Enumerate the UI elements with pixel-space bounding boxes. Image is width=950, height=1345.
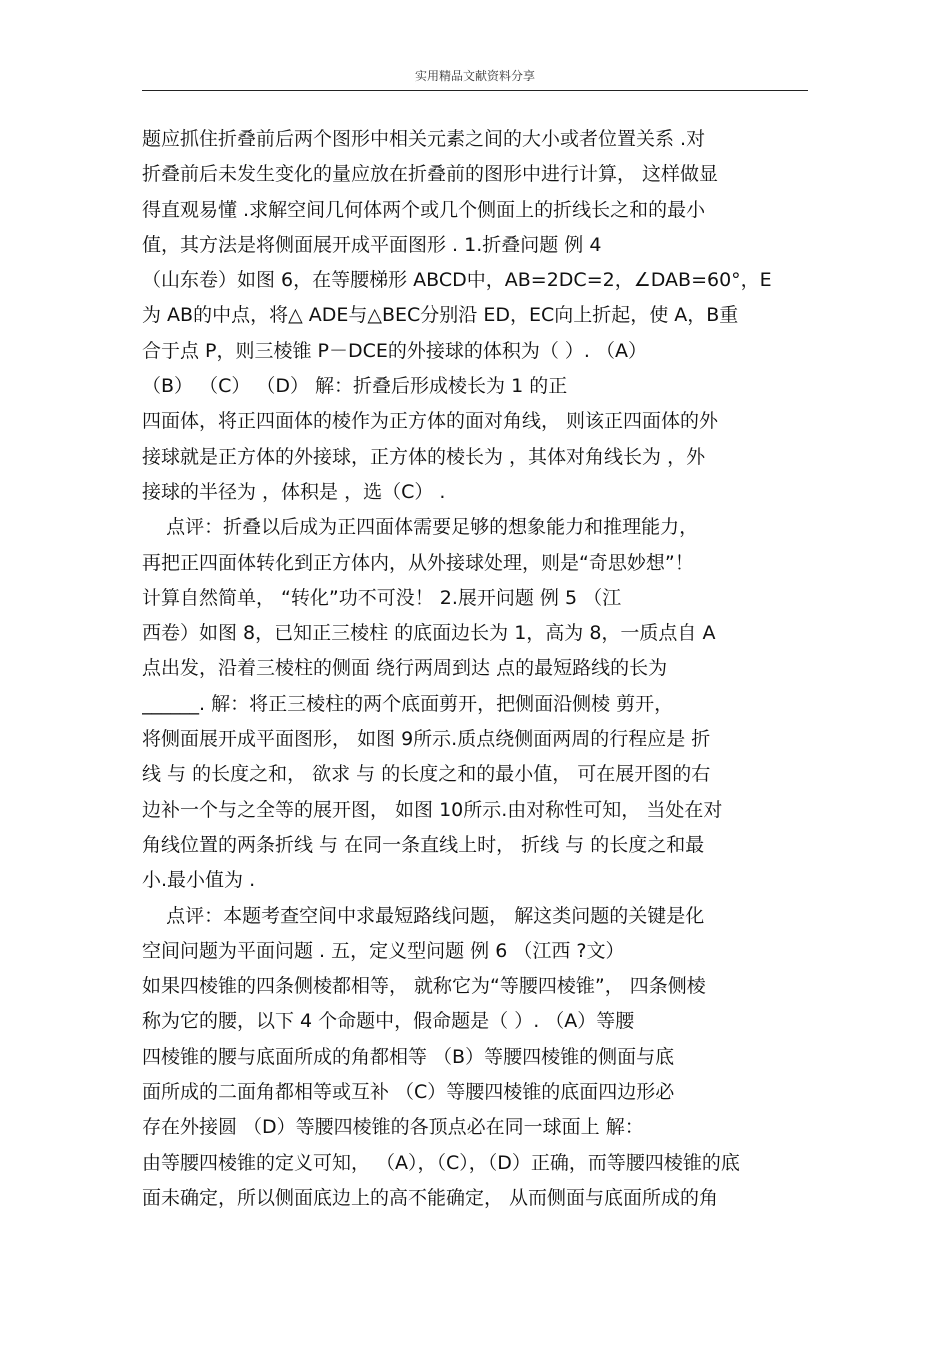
text-line: 西卷）如图 8，已知正三棱柱 的底面边长为 1，高为 8，一质点自 A [142,622,716,645]
text-line: 存在外接圆 （D）等腰四棱锥的各顶点必在同一球面上 解： [142,1116,644,1139]
text-line: 值，其方法是将侧面展开成平面图形 . 1.折叠问题 例 4 [142,233,602,256]
text-line: 合于点 P，则三棱锥 P－DCE的外接球的体积为（ ）. （A） [142,339,648,362]
text-line: 由等腰四棱锥的定义可知， （A），（C），（D）正确，而等腰四棱锥的底 [142,1151,740,1174]
text-line: 题应抓住折叠前后两个图形中相关元素之间的大小或者位置关系 .对 [142,128,706,150]
text-line: 边补一个与之全等的展开图， 如图 10所示.由对称性可知， 当处在对 [142,798,723,821]
text-line: 计算自然简单， “转化”功不可没！ 2.展开问题 例 5 （江 [142,586,622,609]
text-line: 如果四棱锥的四条侧棱都相等， 就称它为“等腰四棱锥”， 四条侧棱 [142,975,706,998]
text-line: 点评：本题考查空间中求最短路线问题， 解这类问题的关键是化 [142,904,705,927]
text-line: 将侧面展开成平面图形， 如图 9所示.质点绕侧面两周的行程应是 折 [142,728,711,751]
header-divider [142,90,808,91]
text-line: 称为它的腰，以下 4 个命题中，假命题是（ ）. （A）等腰 [142,1010,635,1033]
text-line: （山东卷）如图 6，在等腰梯形 ABCD中，AB=2DC=2，∠DAB=60°，E [142,269,772,292]
text-line: 四面体，将正四面体的棱作为正方体的面对角线， 则该正四面体的外 [142,410,719,433]
text-line: ______. 解：将正三棱柱的两个底面剪开，把侧面沿侧棱 剪开， [142,692,674,715]
text-line: 点评：折叠以后成为正四面体需要足够的想象能力和推理能力， [142,516,699,539]
page-header: 实用精品文献资料分享 [414,69,535,83]
text-line: 再把正四面体转化到正方体内，从外接球处理，则是“奇思妙想”！ [142,551,694,574]
document-body [142,122,808,1216]
text-line: 得直观易懂 .求解空间几何体两个或几个侧面上的折线长之和的最小 [142,198,706,221]
text-line: 线 与 的长度之和， 欲求 与 的长度之和的最小值， 可在展开图的右 [142,763,711,786]
text-line: 四棱锥的腰与底面所成的角都相等 （B）等腰四棱锥的侧面与底 [142,1045,675,1068]
text-line: 接球的半径为 ，体积是 ，选（C） . [142,480,446,503]
text-line: 角线位置的两条折线 与 在同一条直线上时， 折线 与 的长度之和最 [142,833,705,856]
text-line: （B） （C） （D） 解：折叠后形成棱长为 1 的正 [142,375,568,398]
text-line: 折叠前后未发生变化的量应放在折叠前的图形中进行计算， 这样做显 [142,163,719,186]
text-line: 为 AB的中点，将△ ADE与△BEC分别沿 ED，EC向上折起，使 A，B重 [142,304,739,327]
text-line: 接球就是正方体的外接球，正方体的棱长为 ，其体对角线长为 ，外 [142,445,706,468]
text-line: 小.最小值为 . [142,869,256,892]
text-line: 面未确定，所以侧面底边上的高不能确定， 从而侧面与底面所成的角 [142,1186,719,1209]
text-line: 点出发，沿着三棱柱的侧面 绕行两周到达 点的最短路线的长为 [142,657,668,680]
text-line: 空间问题为平面问题 . 五，定义型问题 例 6 （江西 ?文） [142,939,625,962]
text-line: 面所成的二面角都相等或互补 （C）等腰四棱锥的底面四边形必 [142,1081,675,1104]
